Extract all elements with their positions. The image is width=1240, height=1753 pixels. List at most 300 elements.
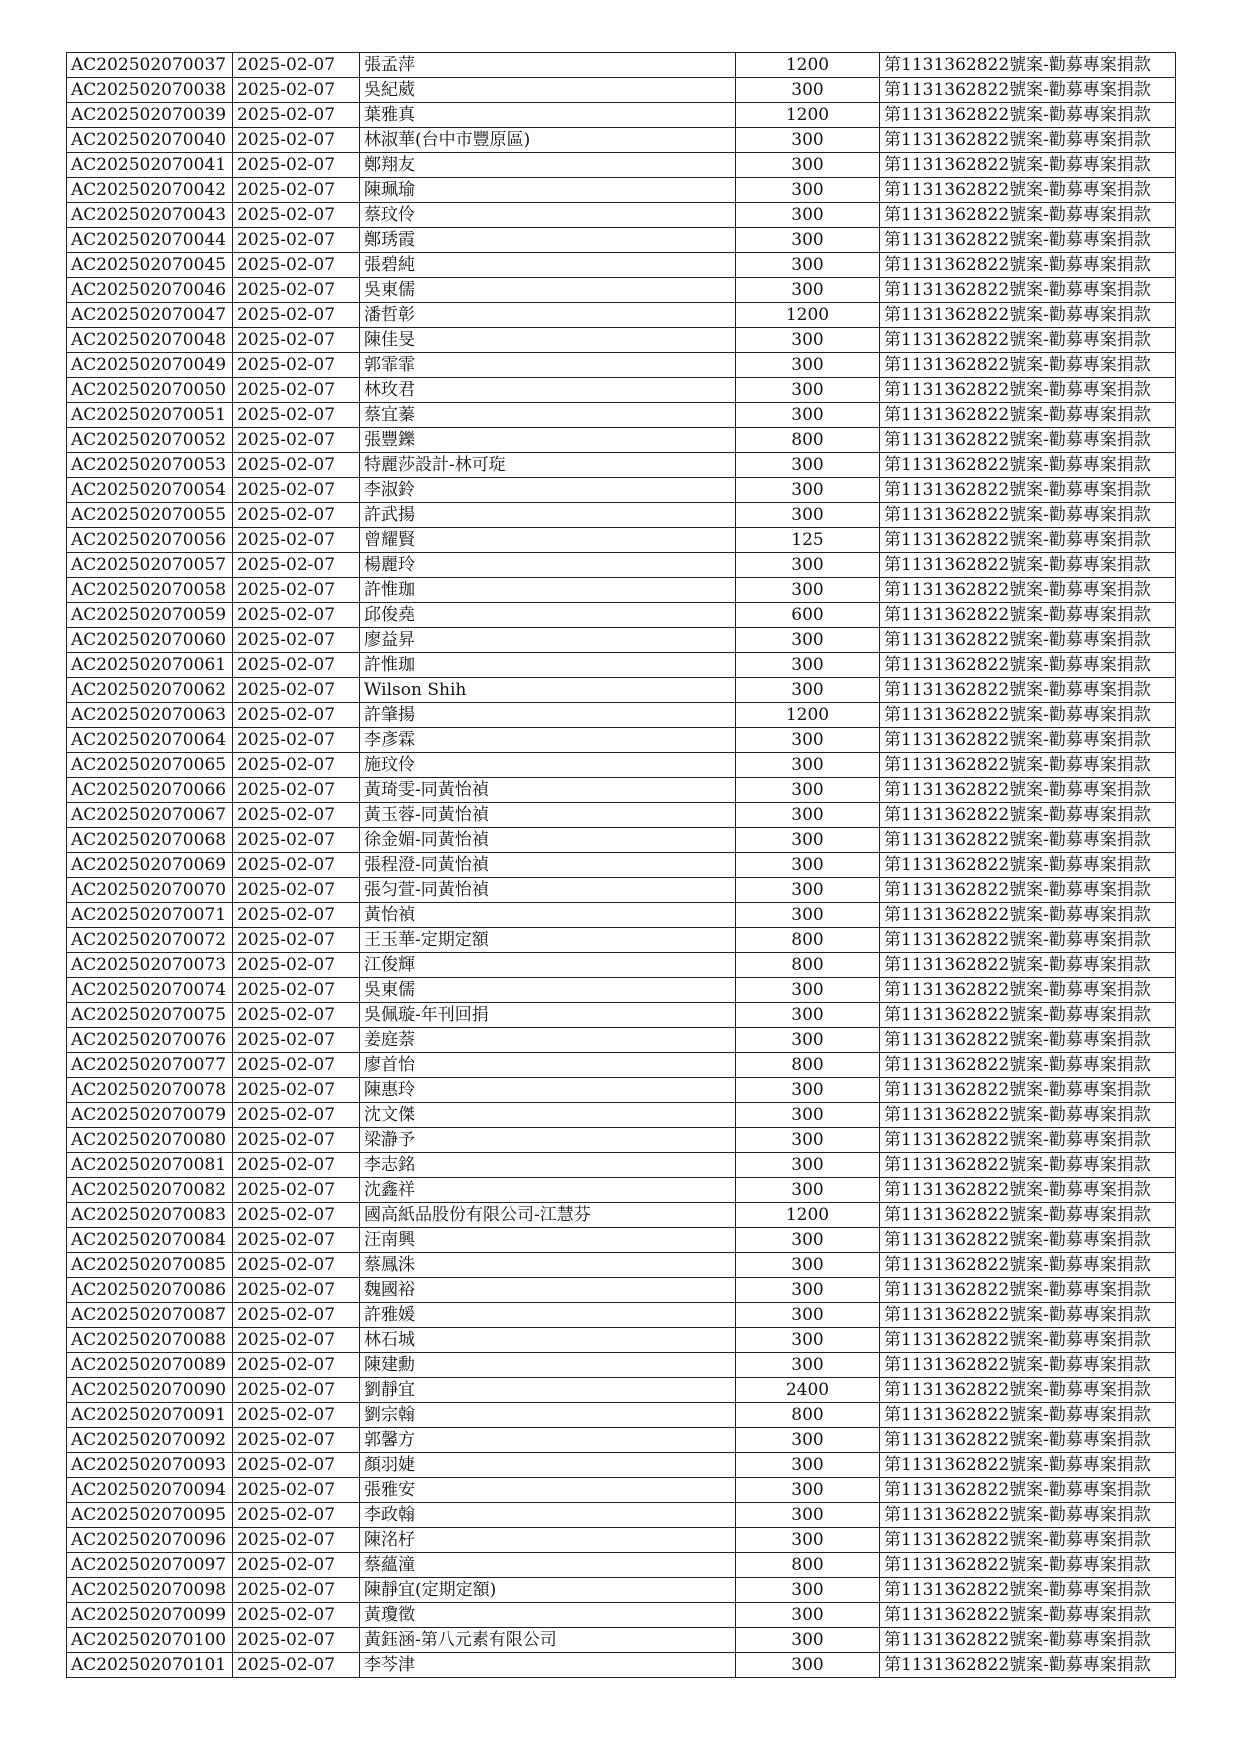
table-row bbox=[67, 278, 1176, 303]
note-cell: 第1131362822號案-勸募專案捐款 bbox=[880, 428, 1176, 453]
receipt-id-cell: AC202502070058 bbox=[67, 578, 233, 603]
note-cell: 第1131362822號案-勸募專案捐款 bbox=[880, 1603, 1176, 1628]
note-cell: 第1131362822號案-勸募專案捐款 bbox=[880, 203, 1176, 228]
donor-name-cell: 張雅安 bbox=[360, 1478, 736, 1503]
table-row bbox=[67, 803, 1176, 828]
table-row bbox=[67, 653, 1176, 678]
table-row bbox=[67, 1553, 1176, 1578]
table-row bbox=[67, 678, 1176, 703]
date-cell: 2025-02-07 bbox=[233, 128, 360, 153]
amount-cell: 300 bbox=[736, 403, 880, 428]
receipt-id-cell: AC202502070068 bbox=[67, 828, 233, 853]
date-cell: 2025-02-07 bbox=[233, 1028, 360, 1053]
date-cell: 2025-02-07 bbox=[233, 778, 360, 803]
receipt-id-cell: AC202502070040 bbox=[67, 128, 233, 153]
date-cell: 2025-02-07 bbox=[233, 1453, 360, 1478]
table-row bbox=[67, 1053, 1176, 1078]
table-row bbox=[67, 578, 1176, 603]
note-cell: 第1131362822號案-勸募專案捐款 bbox=[880, 153, 1176, 178]
receipt-id-cell: AC202502070041 bbox=[67, 153, 233, 178]
amount-cell: 300 bbox=[736, 1028, 880, 1053]
amount-cell: 300 bbox=[736, 128, 880, 153]
amount-cell: 300 bbox=[736, 553, 880, 578]
table-row bbox=[67, 1228, 1176, 1253]
amount-cell: 300 bbox=[736, 378, 880, 403]
date-cell: 2025-02-07 bbox=[233, 203, 360, 228]
note-cell: 第1131362822號案-勸募專案捐款 bbox=[880, 1028, 1176, 1053]
date-cell: 2025-02-07 bbox=[233, 728, 360, 753]
amount-cell: 800 bbox=[736, 953, 880, 978]
date-cell: 2025-02-07 bbox=[233, 153, 360, 178]
table-row bbox=[67, 903, 1176, 928]
donor-name-cell: 吳東儒 bbox=[360, 978, 736, 1003]
note-cell: 第1131362822號案-勸募專案捐款 bbox=[880, 753, 1176, 778]
receipt-id-cell: AC202502070072 bbox=[67, 928, 233, 953]
donor-name-cell: 劉宗翰 bbox=[360, 1403, 736, 1428]
table-row bbox=[67, 228, 1176, 253]
donor-name-cell: 陳珮瑜 bbox=[360, 178, 736, 203]
amount-cell: 300 bbox=[736, 1103, 880, 1128]
note-cell: 第1131362822號案-勸募專案捐款 bbox=[880, 578, 1176, 603]
receipt-id-cell: AC202502070057 bbox=[67, 553, 233, 578]
note-cell: 第1131362822號案-勸募專案捐款 bbox=[880, 553, 1176, 578]
table-row bbox=[67, 878, 1176, 903]
amount-cell: 300 bbox=[736, 328, 880, 353]
amount-cell: 300 bbox=[736, 478, 880, 503]
table-row bbox=[67, 1278, 1176, 1303]
donor-name-cell: 國高紙品股份有限公司-江慧芬 bbox=[360, 1203, 736, 1228]
note-cell: 第1131362822號案-勸募專案捐款 bbox=[880, 1503, 1176, 1528]
receipt-id-cell: AC202502070071 bbox=[67, 903, 233, 928]
table-row bbox=[67, 1428, 1176, 1453]
receipt-id-cell: AC202502070094 bbox=[67, 1478, 233, 1503]
note-cell: 第1131362822號案-勸募專案捐款 bbox=[880, 1653, 1176, 1678]
note-cell: 第1131362822號案-勸募專案捐款 bbox=[880, 1428, 1176, 1453]
receipt-id-cell: AC202502070097 bbox=[67, 1553, 233, 1578]
amount-cell: 300 bbox=[736, 753, 880, 778]
table-row bbox=[67, 253, 1176, 278]
table-row bbox=[67, 553, 1176, 578]
donor-name-cell: 張豐鑠 bbox=[360, 428, 736, 453]
donor-name-cell: 施玟伶 bbox=[360, 753, 736, 778]
donor-name-cell: 徐金媚-同黃怡禎 bbox=[360, 828, 736, 853]
note-cell: 第1131362822號案-勸募專案捐款 bbox=[880, 453, 1176, 478]
receipt-id-cell: AC202502070065 bbox=[67, 753, 233, 778]
receipt-id-cell: AC202502070037 bbox=[67, 53, 233, 78]
note-cell: 第1131362822號案-勸募專案捐款 bbox=[880, 1153, 1176, 1178]
table-row bbox=[67, 1003, 1176, 1028]
note-cell: 第1131362822號案-勸募專案捐款 bbox=[880, 628, 1176, 653]
amount-cell: 300 bbox=[736, 453, 880, 478]
note-cell: 第1131362822號案-勸募專案捐款 bbox=[880, 1553, 1176, 1578]
note-cell: 第1131362822號案-勸募專案捐款 bbox=[880, 1228, 1176, 1253]
receipt-id-cell: AC202502070085 bbox=[67, 1253, 233, 1278]
date-cell: 2025-02-07 bbox=[233, 178, 360, 203]
date-cell: 2025-02-07 bbox=[233, 403, 360, 428]
date-cell: 2025-02-07 bbox=[233, 103, 360, 128]
table-row bbox=[67, 1178, 1176, 1203]
note-cell: 第1131362822號案-勸募專案捐款 bbox=[880, 278, 1176, 303]
amount-cell: 800 bbox=[736, 428, 880, 453]
donor-name-cell: 黃鈺涵-第八元素有限公司 bbox=[360, 1628, 736, 1653]
table-row bbox=[67, 303, 1176, 328]
donor-name-cell: 蔡玟伶 bbox=[360, 203, 736, 228]
donor-name-cell: 林淑華(台中市豐原區) bbox=[360, 128, 736, 153]
receipt-id-cell: AC202502070069 bbox=[67, 853, 233, 878]
table-row bbox=[67, 1578, 1176, 1603]
note-cell: 第1131362822號案-勸募專案捐款 bbox=[880, 953, 1176, 978]
note-cell: 第1131362822號案-勸募專案捐款 bbox=[880, 678, 1176, 703]
date-cell: 2025-02-07 bbox=[233, 1528, 360, 1553]
receipt-id-cell: AC202502070055 bbox=[67, 503, 233, 528]
amount-cell: 800 bbox=[736, 928, 880, 953]
donor-name-cell: 張碧純 bbox=[360, 253, 736, 278]
receipt-id-cell: AC202502070100 bbox=[67, 1628, 233, 1653]
amount-cell: 300 bbox=[736, 1578, 880, 1603]
note-cell: 第1131362822號案-勸募專案捐款 bbox=[880, 1578, 1176, 1603]
date-cell: 2025-02-07 bbox=[233, 328, 360, 353]
receipt-id-cell: AC202502070053 bbox=[67, 453, 233, 478]
receipt-id-cell: AC202502070056 bbox=[67, 528, 233, 553]
donor-name-cell: 許惟珈 bbox=[360, 578, 736, 603]
amount-cell: 300 bbox=[736, 1478, 880, 1503]
date-cell: 2025-02-07 bbox=[233, 1153, 360, 1178]
receipt-id-cell: AC202502070043 bbox=[67, 203, 233, 228]
note-cell: 第1131362822號案-勸募專案捐款 bbox=[880, 1403, 1176, 1428]
donor-name-cell: Wilson Shih bbox=[360, 678, 736, 703]
date-cell: 2025-02-07 bbox=[233, 753, 360, 778]
date-cell: 2025-02-07 bbox=[233, 1103, 360, 1128]
receipt-id-cell: AC202502070064 bbox=[67, 728, 233, 753]
table-row bbox=[67, 953, 1176, 978]
date-cell: 2025-02-07 bbox=[233, 603, 360, 628]
table-row bbox=[67, 53, 1176, 78]
table-row bbox=[67, 1528, 1176, 1553]
date-cell: 2025-02-07 bbox=[233, 228, 360, 253]
note-cell: 第1131362822號案-勸募專案捐款 bbox=[880, 728, 1176, 753]
note-cell: 第1131362822號案-勸募專案捐款 bbox=[880, 853, 1176, 878]
amount-cell: 300 bbox=[736, 903, 880, 928]
date-cell: 2025-02-07 bbox=[233, 1603, 360, 1628]
table-row bbox=[67, 1478, 1176, 1503]
donor-name-cell: 廖益昇 bbox=[360, 628, 736, 653]
donor-name-cell: 黃琦雯-同黃怡禎 bbox=[360, 778, 736, 803]
note-cell: 第1131362822號案-勸募專案捐款 bbox=[880, 1203, 1176, 1228]
receipt-id-cell: AC202502070080 bbox=[67, 1128, 233, 1153]
table-row bbox=[67, 1203, 1176, 1228]
date-cell: 2025-02-07 bbox=[233, 428, 360, 453]
date-cell: 2025-02-07 bbox=[233, 453, 360, 478]
table-row bbox=[67, 728, 1176, 753]
receipt-id-cell: AC202502070093 bbox=[67, 1453, 233, 1478]
receipt-id-cell: AC202502070087 bbox=[67, 1303, 233, 1328]
amount-cell: 300 bbox=[736, 153, 880, 178]
note-cell: 第1131362822號案-勸募專案捐款 bbox=[880, 928, 1176, 953]
note-cell: 第1131362822號案-勸募專案捐款 bbox=[880, 1053, 1176, 1078]
receipt-id-cell: AC202502070063 bbox=[67, 703, 233, 728]
note-cell: 第1131362822號案-勸募專案捐款 bbox=[880, 303, 1176, 328]
amount-cell: 300 bbox=[736, 728, 880, 753]
donor-name-cell: 特麗莎設計-林可琁 bbox=[360, 453, 736, 478]
amount-cell: 800 bbox=[736, 1053, 880, 1078]
note-cell: 第1131362822號案-勸募專案捐款 bbox=[880, 1628, 1176, 1653]
amount-cell: 800 bbox=[736, 1553, 880, 1578]
amount-cell: 1200 bbox=[736, 303, 880, 328]
note-cell: 第1131362822號案-勸募專案捐款 bbox=[880, 1178, 1176, 1203]
receipt-id-cell: AC202502070048 bbox=[67, 328, 233, 353]
amount-cell: 300 bbox=[736, 1003, 880, 1028]
date-cell: 2025-02-07 bbox=[233, 1478, 360, 1503]
note-cell: 第1131362822號案-勸募專案捐款 bbox=[880, 978, 1176, 1003]
donor-name-cell: 江俊輝 bbox=[360, 953, 736, 978]
amount-cell: 1200 bbox=[736, 53, 880, 78]
table-row bbox=[67, 928, 1176, 953]
donor-name-cell: 葉雅真 bbox=[360, 103, 736, 128]
note-cell: 第1131362822號案-勸募專案捐款 bbox=[880, 803, 1176, 828]
donor-name-cell: 吳佩璇-年刊回捐 bbox=[360, 1003, 736, 1028]
donor-name-cell: 曾耀賢 bbox=[360, 528, 736, 553]
date-cell: 2025-02-07 bbox=[233, 1628, 360, 1653]
date-cell: 2025-02-07 bbox=[233, 1378, 360, 1403]
note-cell: 第1131362822號案-勸募專案捐款 bbox=[880, 1278, 1176, 1303]
donor-name-cell: 陳建勳 bbox=[360, 1353, 736, 1378]
table-row bbox=[67, 103, 1176, 128]
note-cell: 第1131362822號案-勸募專案捐款 bbox=[880, 178, 1176, 203]
table-row bbox=[67, 478, 1176, 503]
date-cell: 2025-02-07 bbox=[233, 278, 360, 303]
donor-name-cell: 李淑鈴 bbox=[360, 478, 736, 503]
receipt-id-cell: AC202502070073 bbox=[67, 953, 233, 978]
donor-name-cell: 梁瀞予 bbox=[360, 1128, 736, 1153]
date-cell: 2025-02-07 bbox=[233, 578, 360, 603]
table-row bbox=[67, 753, 1176, 778]
note-cell: 第1131362822號案-勸募專案捐款 bbox=[880, 1453, 1176, 1478]
donor-name-cell: 陳惠玲 bbox=[360, 1078, 736, 1103]
table-row bbox=[67, 528, 1176, 553]
note-cell: 第1131362822號案-勸募專案捐款 bbox=[880, 653, 1176, 678]
table-row bbox=[67, 1303, 1176, 1328]
table-row bbox=[67, 778, 1176, 803]
donor-name-cell: 黃怡禎 bbox=[360, 903, 736, 928]
date-cell: 2025-02-07 bbox=[233, 1253, 360, 1278]
amount-cell: 300 bbox=[736, 1628, 880, 1653]
donor-name-cell: 顏羽婕 bbox=[360, 1453, 736, 1478]
table-row bbox=[67, 353, 1176, 378]
amount-cell: 300 bbox=[736, 78, 880, 103]
table-row bbox=[67, 1078, 1176, 1103]
table-row bbox=[67, 1603, 1176, 1628]
note-cell: 第1131362822號案-勸募專案捐款 bbox=[880, 828, 1176, 853]
table-row bbox=[67, 203, 1176, 228]
amount-cell: 300 bbox=[736, 253, 880, 278]
table-row bbox=[67, 153, 1176, 178]
donor-name-cell: 沈鑫祥 bbox=[360, 1178, 736, 1203]
donor-name-cell: 黃瓊徵 bbox=[360, 1603, 736, 1628]
table-row bbox=[67, 428, 1176, 453]
donor-name-cell: 李志銘 bbox=[360, 1153, 736, 1178]
note-cell: 第1131362822號案-勸募專案捐款 bbox=[880, 703, 1176, 728]
amount-cell: 300 bbox=[736, 978, 880, 1003]
date-cell: 2025-02-07 bbox=[233, 1228, 360, 1253]
date-cell: 2025-02-07 bbox=[233, 678, 360, 703]
amount-cell: 300 bbox=[736, 1503, 880, 1528]
receipt-id-cell: AC202502070044 bbox=[67, 228, 233, 253]
amount-cell: 1200 bbox=[736, 103, 880, 128]
table-row bbox=[67, 1628, 1176, 1653]
donor-name-cell: 王玉華-定期定額 bbox=[360, 928, 736, 953]
donor-name-cell: 李政翰 bbox=[360, 1503, 736, 1528]
date-cell: 2025-02-07 bbox=[233, 1278, 360, 1303]
receipt-id-cell: AC202502070074 bbox=[67, 978, 233, 1003]
receipt-id-cell: AC202502070067 bbox=[67, 803, 233, 828]
amount-cell: 300 bbox=[736, 1603, 880, 1628]
date-cell: 2025-02-07 bbox=[233, 1653, 360, 1678]
table-row bbox=[67, 853, 1176, 878]
receipt-id-cell: AC202502070089 bbox=[67, 1353, 233, 1378]
note-cell: 第1131362822號案-勸募專案捐款 bbox=[880, 78, 1176, 103]
note-cell: 第1131362822號案-勸募專案捐款 bbox=[880, 478, 1176, 503]
note-cell: 第1131362822號案-勸募專案捐款 bbox=[880, 103, 1176, 128]
table-row bbox=[67, 403, 1176, 428]
donor-name-cell: 蔡宜蓁 bbox=[360, 403, 736, 428]
table-row bbox=[67, 1328, 1176, 1353]
table-row bbox=[67, 378, 1176, 403]
note-cell: 第1131362822號案-勸募專案捐款 bbox=[880, 1253, 1176, 1278]
table-row bbox=[67, 1128, 1176, 1153]
receipt-id-cell: AC202502070051 bbox=[67, 403, 233, 428]
table-row bbox=[67, 1503, 1176, 1528]
donor-name-cell: 許雅媛 bbox=[360, 1303, 736, 1328]
note-cell: 第1131362822號案-勸募專案捐款 bbox=[880, 1003, 1176, 1028]
date-cell: 2025-02-07 bbox=[233, 928, 360, 953]
amount-cell: 300 bbox=[736, 828, 880, 853]
note-cell: 第1131362822號案-勸募專案捐款 bbox=[880, 878, 1176, 903]
date-cell: 2025-02-07 bbox=[233, 553, 360, 578]
receipt-id-cell: AC202502070101 bbox=[67, 1653, 233, 1678]
note-cell: 第1131362822號案-勸募專案捐款 bbox=[880, 1353, 1176, 1378]
receipt-id-cell: AC202502070050 bbox=[67, 378, 233, 403]
table-row bbox=[67, 503, 1176, 528]
donor-name-cell: 楊麗玲 bbox=[360, 553, 736, 578]
donor-name-cell: 許肇揚 bbox=[360, 703, 736, 728]
receipt-id-cell: AC202502070061 bbox=[67, 653, 233, 678]
note-cell: 第1131362822號案-勸募專案捐款 bbox=[880, 603, 1176, 628]
receipt-id-cell: AC202502070095 bbox=[67, 1503, 233, 1528]
receipt-id-cell: AC202502070047 bbox=[67, 303, 233, 328]
date-cell: 2025-02-07 bbox=[233, 378, 360, 403]
donation-table-body bbox=[67, 53, 1176, 1678]
donor-name-cell: 郭馨方 bbox=[360, 1428, 736, 1453]
table-row bbox=[67, 128, 1176, 153]
receipt-id-cell: AC202502070084 bbox=[67, 1228, 233, 1253]
amount-cell: 300 bbox=[736, 278, 880, 303]
donor-name-cell: 吳東儒 bbox=[360, 278, 736, 303]
donor-name-cell: 陳佳旻 bbox=[360, 328, 736, 353]
donor-name-cell: 黃玉蓉-同黃怡禎 bbox=[360, 803, 736, 828]
amount-cell: 300 bbox=[736, 1153, 880, 1178]
note-cell: 第1131362822號案-勸募專案捐款 bbox=[880, 1528, 1176, 1553]
amount-cell: 300 bbox=[736, 653, 880, 678]
date-cell: 2025-02-07 bbox=[233, 303, 360, 328]
donor-name-cell: 邱俊堯 bbox=[360, 603, 736, 628]
table-row bbox=[67, 603, 1176, 628]
date-cell: 2025-02-07 bbox=[233, 628, 360, 653]
receipt-id-cell: AC202502070088 bbox=[67, 1328, 233, 1353]
note-cell: 第1131362822號案-勸募專案捐款 bbox=[880, 353, 1176, 378]
receipt-id-cell: AC202502070045 bbox=[67, 253, 233, 278]
receipt-id-cell: AC202502070091 bbox=[67, 1403, 233, 1428]
date-cell: 2025-02-07 bbox=[233, 1428, 360, 1453]
amount-cell: 300 bbox=[736, 1328, 880, 1353]
receipt-id-cell: AC202502070086 bbox=[67, 1278, 233, 1303]
date-cell: 2025-02-07 bbox=[233, 1128, 360, 1153]
donor-name-cell: 魏國裕 bbox=[360, 1278, 736, 1303]
receipt-id-cell: AC202502070077 bbox=[67, 1053, 233, 1078]
date-cell: 2025-02-07 bbox=[233, 1003, 360, 1028]
donor-name-cell: 許惟珈 bbox=[360, 653, 736, 678]
date-cell: 2025-02-07 bbox=[233, 1203, 360, 1228]
donor-name-cell: 潘哲彰 bbox=[360, 303, 736, 328]
note-cell: 第1131362822號案-勸募專案捐款 bbox=[880, 328, 1176, 353]
date-cell: 2025-02-07 bbox=[233, 1053, 360, 1078]
table-row bbox=[67, 1153, 1176, 1178]
date-cell: 2025-02-07 bbox=[233, 1078, 360, 1103]
date-cell: 2025-02-07 bbox=[233, 1303, 360, 1328]
note-cell: 第1131362822號案-勸募專案捐款 bbox=[880, 228, 1176, 253]
date-cell: 2025-02-07 bbox=[233, 253, 360, 278]
donor-name-cell: 廖首怡 bbox=[360, 1053, 736, 1078]
receipt-id-cell: AC202502070039 bbox=[67, 103, 233, 128]
note-cell: 第1131362822號案-勸募專案捐款 bbox=[880, 53, 1176, 78]
receipt-id-cell: AC202502070060 bbox=[67, 628, 233, 653]
amount-cell: 300 bbox=[736, 353, 880, 378]
amount-cell: 300 bbox=[736, 878, 880, 903]
receipt-id-cell: AC202502070078 bbox=[67, 1078, 233, 1103]
donor-name-cell: 林玫君 bbox=[360, 378, 736, 403]
donor-name-cell: 林石城 bbox=[360, 1328, 736, 1353]
note-cell: 第1131362822號案-勸募專案捐款 bbox=[880, 903, 1176, 928]
receipt-id-cell: AC202502070083 bbox=[67, 1203, 233, 1228]
date-cell: 2025-02-07 bbox=[233, 53, 360, 78]
note-cell: 第1131362822號案-勸募專案捐款 bbox=[880, 403, 1176, 428]
table-row bbox=[67, 1253, 1176, 1278]
note-cell: 第1131362822號案-勸募專案捐款 bbox=[880, 1128, 1176, 1153]
donor-name-cell: 李芩津 bbox=[360, 1653, 736, 1678]
donor-name-cell: 張匀萱-同黃怡禎 bbox=[360, 878, 736, 903]
date-cell: 2025-02-07 bbox=[233, 1553, 360, 1578]
date-cell: 2025-02-07 bbox=[233, 1178, 360, 1203]
amount-cell: 300 bbox=[736, 1453, 880, 1478]
date-cell: 2025-02-07 bbox=[233, 978, 360, 1003]
date-cell: 2025-02-07 bbox=[233, 528, 360, 553]
donor-name-cell: 李彥霖 bbox=[360, 728, 736, 753]
date-cell: 2025-02-07 bbox=[233, 78, 360, 103]
donor-name-cell: 蔡蘊潼 bbox=[360, 1553, 736, 1578]
table-row bbox=[67, 453, 1176, 478]
donor-name-cell: 鄭琇霞 bbox=[360, 228, 736, 253]
note-cell: 第1131362822號案-勸募專案捐款 bbox=[880, 1078, 1176, 1103]
note-cell: 第1131362822號案-勸募專案捐款 bbox=[880, 253, 1176, 278]
receipt-id-cell: AC202502070082 bbox=[67, 1178, 233, 1203]
receipt-id-cell: AC202502070098 bbox=[67, 1578, 233, 1603]
receipt-id-cell: AC202502070090 bbox=[67, 1378, 233, 1403]
note-cell: 第1131362822號案-勸募專案捐款 bbox=[880, 1378, 1176, 1403]
amount-cell: 300 bbox=[736, 203, 880, 228]
date-cell: 2025-02-07 bbox=[233, 503, 360, 528]
amount-cell: 300 bbox=[736, 1128, 880, 1153]
note-cell: 第1131362822號案-勸募專案捐款 bbox=[880, 1103, 1176, 1128]
amount-cell: 300 bbox=[736, 503, 880, 528]
